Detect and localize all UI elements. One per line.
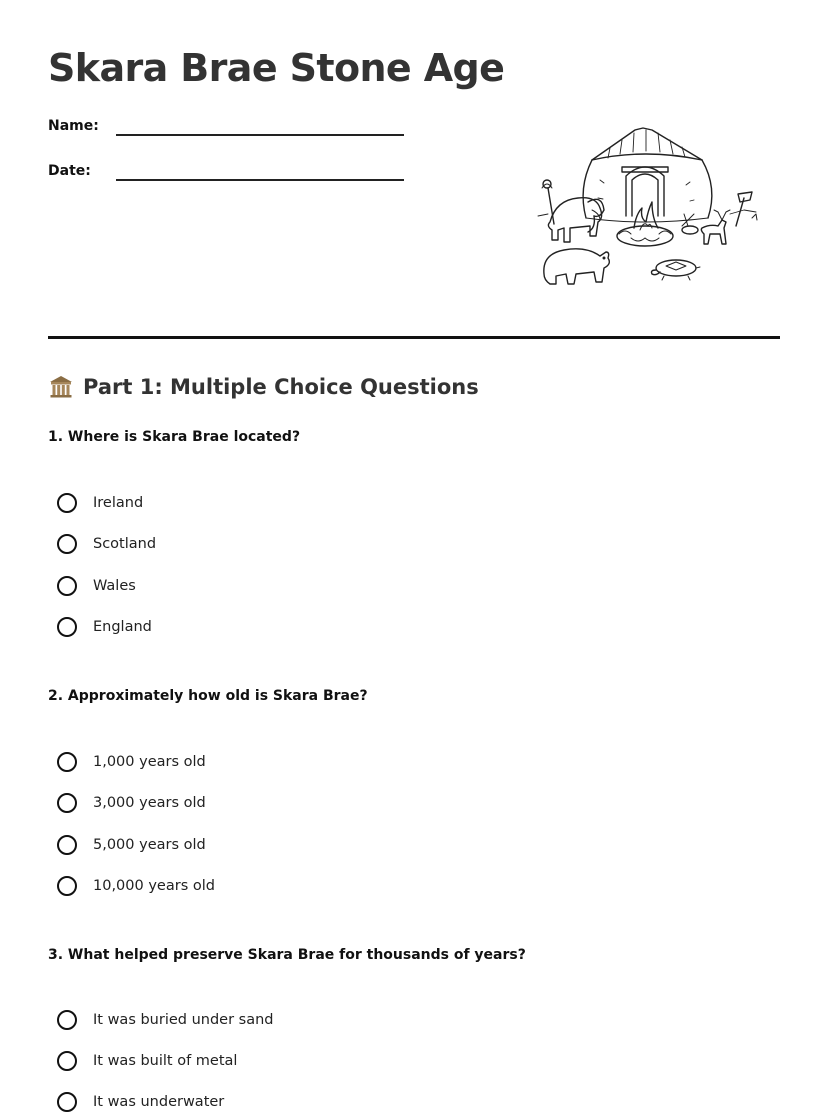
date-label: Date: [48, 163, 91, 179]
option-label: Ireland [93, 495, 144, 511]
q3-option-underwater[interactable] [57, 1089, 224, 1115]
option-label: Scotland [93, 536, 157, 552]
section-title: Part 1: Multiple Choice Questions [83, 375, 479, 399]
question-3: 3. What helped preserve Skara Brae for thousands of years? [48, 947, 526, 963]
radio-button[interactable] [57, 1092, 77, 1112]
option-label: 3,000 years old [93, 795, 206, 811]
section-divider [48, 336, 780, 339]
radio-button[interactable] [57, 835, 77, 855]
q3-option-sand[interactable] [57, 1007, 274, 1033]
radio-button[interactable] [57, 1051, 77, 1071]
radio-button[interactable] [57, 876, 77, 896]
option-label: Wales [93, 578, 136, 594]
question-1: 1. Where is Skara Brae located? [48, 429, 301, 445]
q2-option-5000[interactable] [57, 832, 206, 858]
stone-age-village-illustration [530, 118, 770, 298]
date-line[interactable] [116, 179, 404, 181]
q2-option-1000[interactable] [57, 749, 206, 775]
radio-button[interactable] [57, 534, 77, 554]
radio-button[interactable] [57, 793, 77, 813]
q3-option-metal[interactable] [57, 1048, 237, 1074]
option-label: 1,000 years old [93, 754, 206, 770]
name-line[interactable] [116, 134, 404, 136]
page-title: Skara Brae Stone Age [48, 46, 505, 90]
option-label: 5,000 years old [93, 837, 206, 853]
radio-button[interactable] [57, 617, 77, 637]
option-label: England [93, 619, 152, 635]
classical-building-icon [48, 374, 74, 400]
option-label: 10,000 years old [93, 878, 215, 894]
question-2: 2. Approximately how old is Skara Brae? [48, 688, 368, 704]
q2-option-3000[interactable] [57, 790, 206, 816]
name-label: Name: [48, 118, 99, 134]
radio-button[interactable] [57, 752, 77, 772]
option-label: It was underwater [93, 1094, 225, 1110]
q1-option-england[interactable] [57, 614, 152, 640]
radio-button[interactable] [57, 1010, 77, 1030]
option-label: It was buried under sand [93, 1012, 274, 1028]
q2-option-10000[interactable] [57, 873, 215, 899]
option-label: It was built of metal [93, 1053, 238, 1069]
q1-option-scotland[interactable] [57, 531, 156, 557]
q1-option-wales[interactable] [57, 573, 136, 599]
radio-button[interactable] [57, 576, 77, 596]
q1-option-ireland[interactable] [57, 490, 143, 516]
radio-button[interactable] [57, 493, 77, 513]
section-heading [48, 374, 479, 400]
